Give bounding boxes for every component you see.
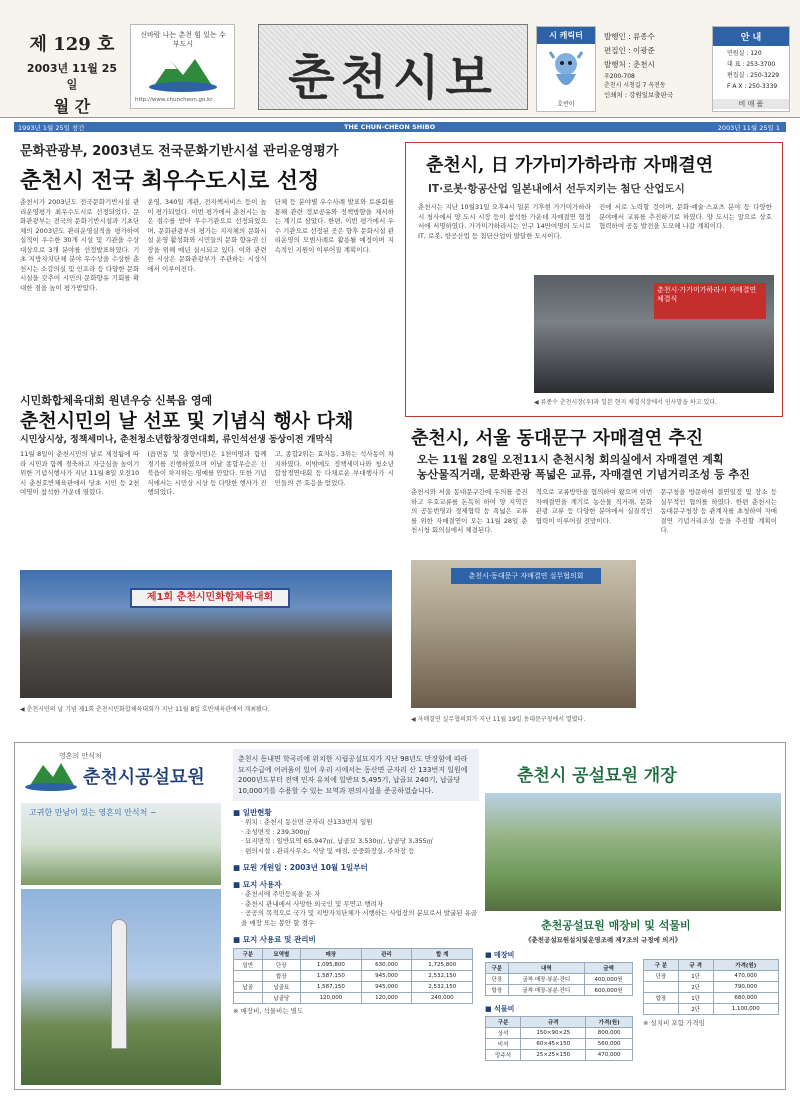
founded-date: 1993년 1월 25일 창간 (18, 124, 85, 132)
article-body (20, 198, 394, 383)
contact-title: 안 내 (713, 27, 789, 46)
table-label: ■ 석물비 (485, 1005, 515, 1013)
article-culture-award (14, 136, 399, 386)
article-body (20, 450, 394, 565)
table-row: 단장 굴착·매장·봉분·잔디 400,000원 (486, 974, 633, 985)
masthead-title-box (258, 24, 528, 110)
stone-fee-table: 구분 규격 가격(원) 상석 150×90×25 800,000 비석 60×45×150 560,000 망주석 25×25×150 470,000 (485, 1016, 633, 1061)
article-subhead (417, 452, 750, 482)
monument-shape (111, 919, 127, 1049)
event-banner: 제1회 춘천시민화합체육대회 (130, 588, 290, 608)
city-url: http://www.chuncheon.go.kr (135, 97, 213, 103)
city-slogan: 신바람 나는 춘천 힘 있는 수부도시 (140, 31, 226, 48)
meeting-banner: 춘천시·동대문구 자매결연 실무협의회 (451, 568, 601, 584)
article-column: 춘천시가 2003년도 전국문화기반시설 관리운영평가 최우수도시로 선정되었다. 문화관광부는 전국의 문화기반시설과 기초단체의 2003년도 관리운영실적을 평가하여 실적이 우수한 30개 시설 및 기관을 수상대상으로 3개 분야를 선정발표하였다. 기초 지방자치단체 분야 우수상을 수상한 춘천시는 소강의실 및 인프라 등 다양한 문화시설을 갖추어 시민의 문화향유 기회를 확대한 점을 높이 평가받았다. (20, 198, 140, 292)
photo-caption: ◀ 류종수 춘천시장(우)과 일본 현지 체결식장에서 인사말을 하고 있다. (534, 399, 717, 406)
ceremony-photo (534, 275, 774, 393)
table-row: 단장 1단 470,000 (644, 971, 779, 982)
landscape-photo (21, 803, 221, 885)
cemetery-advertisement (14, 742, 786, 1090)
table-row: 납골 납골묘 1,587,150 945,000 2,532,150 (234, 982, 473, 993)
contact-line: 대 표 : 253-3700 (727, 61, 776, 68)
article-sister-city-japan (405, 142, 783, 417)
table-row: 망주석 25×25×150 470,000 (486, 1050, 633, 1061)
burial-fee-section (485, 947, 635, 1061)
table-label: ■ 매장비 (485, 951, 515, 959)
contact-line: F A X : 250-3339 (727, 83, 778, 90)
date-strip (14, 122, 786, 132)
article-column: 운영, 340일 개관, 전자책서비스 등이 높이 평가되었다. 이번 평가에서 춘천시는 높은 점수를 받아 우수기관으로 선정되었으며, 문화관광부의 평가는 지자체의 문화시설 운영 활성화와 시민들의 문화 향유권 신장을 위해 매년 실시되고 있다. 이와 관련한 시상은 문화관광부가 주관하는 시상식에서 이루어진다. (147, 198, 267, 273)
ad-line: · 편의시설 : 관리사무소, 식당 및 매점, 공중화장실, 주차장 등 (241, 846, 415, 855)
article-headline: 춘천시, 日 가가미가하라市 자매결연 (426, 155, 714, 176)
burial-fee-table: 구분 내역 금액 단장 굴착·매장·봉분·잔디 400,000원 합장 굴착·매장·봉분·잔디 600,000원 (485, 962, 633, 996)
table-row: 합장 1,587,150 945,000 2,532,150 (234, 971, 473, 982)
page-date: 2003년 11월 25일 1 (717, 124, 780, 132)
city-logo-box (130, 24, 235, 109)
meeting-photo (411, 560, 636, 708)
ad-line: · 춘천시 관내에서 사망한 외국인 및 무연고 행려자 (241, 899, 384, 908)
ad-section-title: ■ 묘원 개원일 : 2003년 10월 1일부터 (233, 863, 368, 872)
table-header: 구분 (234, 949, 263, 960)
table-header: 관리 (361, 949, 412, 960)
ad-left-panel (15, 743, 225, 1089)
article-column: 단체 등 분야별 우수사례 발표와 토론회를 통해 관련 정보공유와 정책방향을 제시하는 계기로 삼았다. 한편, 이번 평가에서 우수 기관으로 선정된 곳은 향후 문화시설 관리운영의 모범사례로 활용될 예정이며 지속적인 지원이 이루어질 계획이다. (274, 198, 394, 254)
contact-line: 편집실 : 250-3229 (727, 72, 780, 79)
issue-info (22, 30, 122, 116)
article-column: 11월 8일이 춘천시민의 날로 제정됨에 따라 시민과 함께 경축하고 자긍심을 높이기 위한 기념식행사가 지난 11월 8일 오전10시 춘천호반체육관에서 당초 시민 등 2천여명이 참석한 가운데 열렸다. (20, 450, 140, 496)
ad-title: 춘천시 공설묘원 개장 (517, 766, 677, 786)
ad-subtitle: 춘천공설묘원 매장비 및 석물비 (541, 919, 691, 932)
stone-fee-section-2 (643, 959, 779, 1028)
article-headline: 춘천시민의 날 선포 및 기념식 행사 다채 (20, 410, 354, 432)
newspaper-title: 춘천시보 (288, 50, 498, 106)
article-column: 춘천시는 지난 10월31일 오후4시 일본 기후현 가가미가하라시 청사에서 양 도시 시장 등이 참석한 가운데 자매결연 협정서에 서명하였다. 가가미가하라시는 인구 14만여명의 도시로 IT, 로봇, 항공산업 등 첨단산업이 발달한 도시이다. (418, 203, 591, 240)
ad-regulation: 《춘천공설묘원설치및운영조례 제7조의 규정에 의거》 (525, 936, 682, 944)
ad-name: 춘천시공설묘원 (83, 767, 205, 788)
mascot-label: 시 캐릭터 (537, 27, 595, 44)
table-row: 납골당 120,000 120,000 240,000 (234, 993, 473, 1004)
printer: 인쇄처 : 강원일보출판국 (604, 91, 674, 99)
issue-date: 2003년 11월 25일 (26, 62, 118, 91)
ad-line: · 위치 : 춘천시 동산면 군자리 산133번지 일원 (241, 818, 373, 826)
table-header: 묘역별 (262, 949, 300, 960)
ad-line: · 묘지면적 : 일반묘역 65,947㎡, 납골묘 3,530㎡, 납골당 3,355㎡ (241, 837, 434, 845)
article-body (418, 203, 772, 273)
ceremony-banner: 춘천시·가가미가하라시 자매결연 체결식 (654, 283, 766, 319)
ad-footnote: ※ 매장비, 석물비는 별도 (233, 1007, 304, 1015)
issue-type: 월 간 (53, 97, 91, 116)
article-headline: 춘천시 전국 최우수도시로 선정 (20, 168, 320, 194)
photo-caption: ◀ 춘천시민의 날 기념 제1회 춘천시민화합체육대회가 지난 11월 8일 호반체육관에서 개최됐다. (20, 706, 270, 713)
subhead-line: 오는 11월 28일 오전11시 춘천시청 회의실에서 자매결연 계획 (417, 453, 724, 466)
table-header: 합 계 (412, 949, 473, 960)
ad-line: · 공공의 목적으로 국가 및 지방자치단체가 시행하는 사업장의 분묘로서 발굴된 유골을 매장 또는 봉안 할 경우 (241, 909, 478, 927)
article-headline: 춘천시, 서울 동대문구 자매결연 추진 (411, 428, 704, 449)
ad-section-title: ■ 묘지 사용료 및 관리비 (233, 935, 316, 944)
article-kicker: 문화관광부, 2003년도 전국문화기반시설 관리운영평가 (20, 144, 339, 159)
mascot-name: 호반이 (557, 101, 575, 108)
article-subhead: IT·로봇·항공산업 일본내에서 선두지키는 첨단 산업도시 (428, 183, 685, 195)
ad-line: · 춘천시에 주민등록을 둔 자 (241, 890, 321, 898)
article-sister-city-dongdaemun (405, 420, 783, 735)
ad-line: · 조성면적 : 239,300㎡ (241, 827, 310, 836)
article-column: 진에 서로 노력할 것이며, 문화·예술·스포츠 분야 등 다양한 분야에서 교류를 추진하기로 하였다. 양 도시는 앞으로 상호 협력하여 공동 발전을 도모해 나갈 계획이다. (599, 203, 772, 230)
ad-right-panel (485, 749, 781, 1085)
address: 춘천시 시청길 7 옥천동 (604, 82, 666, 89)
article-column: 춘천시와 서울 동대문구간에 우의를 증진하고 우호교류를 돈독히 하여 양 지역간의 공동번영과 경제협력 등 폭넓은 교류를 위한 자매결연이 오는 11월 28일 춘천시청 회의실에서 체결된다. (411, 488, 528, 534)
table-row: 일반 단장 1,095,800 630,000 1,725,800 (234, 960, 473, 971)
sports-event-photo (20, 570, 392, 698)
article-column: 문구청을 방문하여 결연일정 및 장소 등 실무적인 협의를 하였다. 한편 춘천시는 동대문구청장 등 관계자를 초청하여 자매결연 기념거리조성 등을 추진할 계획이다. (660, 488, 778, 534)
photo-caption: ◀ 자매결연 실무협의회가 지난 11월 19일 동대문구청에서 열렸다. (411, 716, 586, 723)
article-body (411, 488, 777, 556)
article-column: 적으로 교류방안을 협의하여 왔으며 이번 자매결연을 계기로 농산물 직거래, 문화관광 교류 등 다양한 분야에서 실질적인 협력이 이루어질 전망이다. (535, 488, 653, 525)
publisher: 발행인 : 류종수 (604, 32, 655, 41)
ad-section-title: ■ 일반현황 (233, 808, 272, 817)
contact-lines (713, 46, 789, 92)
table-row: 2단 1,100,000 (644, 1004, 779, 1015)
issuer: 발행처 : 춘천시 (604, 60, 655, 69)
english-name: THE CHUN-CHEON SHIBO (344, 123, 436, 131)
article-subhead: 시민상시상, 정책세미나, 춘천청소년합창경연대회, 류인석선생 동상이전 개막식 (20, 435, 333, 445)
editor: 편집인 : 이광준 (604, 46, 655, 55)
masthead-header (0, 0, 800, 118)
city-logo-icon (23, 759, 79, 793)
subhead-line: 농산물직거래, 문화관광 폭넓은 교류, 자매결연 기념거리조성 등 추진 (417, 468, 750, 481)
table-row: 비석 60×45×150 560,000 (486, 1039, 633, 1050)
article-column: 고, 종합2위는 효자동, 3위는 석사동이 차지하였다. 이밖에도 정책세미나와 청소년합창경연대회 등 다채로운 부대행사가 시민들의 큰 호응을 얻었다. (274, 450, 394, 487)
ad-section-title: ■ 묘지 사용자 (233, 880, 282, 889)
ad-tagline: 영혼의 안식처 (59, 752, 102, 760)
contact-box (712, 26, 790, 112)
article-kicker: 시민화합체육대회 원년우승 신북읍 영예 (20, 394, 213, 407)
photo-text: 고귀한 만남이 있는 영혼의 안식처 ~ (29, 808, 157, 817)
table-row: 2단 790,000 (644, 982, 779, 993)
city-logo-icon (145, 53, 221, 93)
stone-fee-table-2: 구 분 규 격 가격(원) 단장 1단 470,000 2단 790,000 합장 1단 680,000 2단 1,100,000 (643, 959, 779, 1015)
contact-line: 민원실 : 120 (727, 50, 762, 57)
table-row: 합장 굴착·매장·봉분·잔디 600,000원 (486, 985, 633, 996)
article-citizens-day (14, 390, 399, 713)
publisher-info (604, 30, 708, 116)
mascot-box (536, 26, 596, 112)
ad-intro: 춘천시 동내면 학곡리에 위치한 시립공설묘지가 지난 98년도 만장함에 따라 묘지수급에 어려움이 있어 우리 시에서는 동산면 군자리 산 133번지 일원에 2000년도부터 전액 민자 유치에 일반묘 5,495기, 납골묘 240기, 납골당 10,000기를 수용할 수 있는 묘역과 편의시설을 준공하였습니다. (233, 749, 479, 801)
postcode: 우200-708 (604, 73, 635, 80)
fee-table (233, 948, 473, 1004)
monument-photo (21, 889, 221, 1085)
issue-number: 제 129 호 (29, 34, 115, 55)
mascot-icon (544, 48, 588, 98)
table-row: 합장 1단 680,000 (644, 993, 779, 1004)
table-header: 매장 (301, 949, 362, 960)
table-row: 상석 150×90×25 800,000 (486, 1028, 633, 1039)
stone-note: ※ 설치비 포함 가격임 (643, 1019, 705, 1027)
not-for-sale-label: 비 매 품 (713, 99, 789, 109)
cemetery-aerial-photo (485, 793, 781, 911)
ad-info-panel (233, 749, 479, 1085)
article-column: (읍면동 및 출향시민)은 1천여명과 함께 경기를 진행하였으며 이날 종합우승은 신북읍이 차지하는 영예를 안았다. 또한 기념식에서는 시민상 시상 등 다양한 행사가 진행되었다. (147, 450, 267, 496)
